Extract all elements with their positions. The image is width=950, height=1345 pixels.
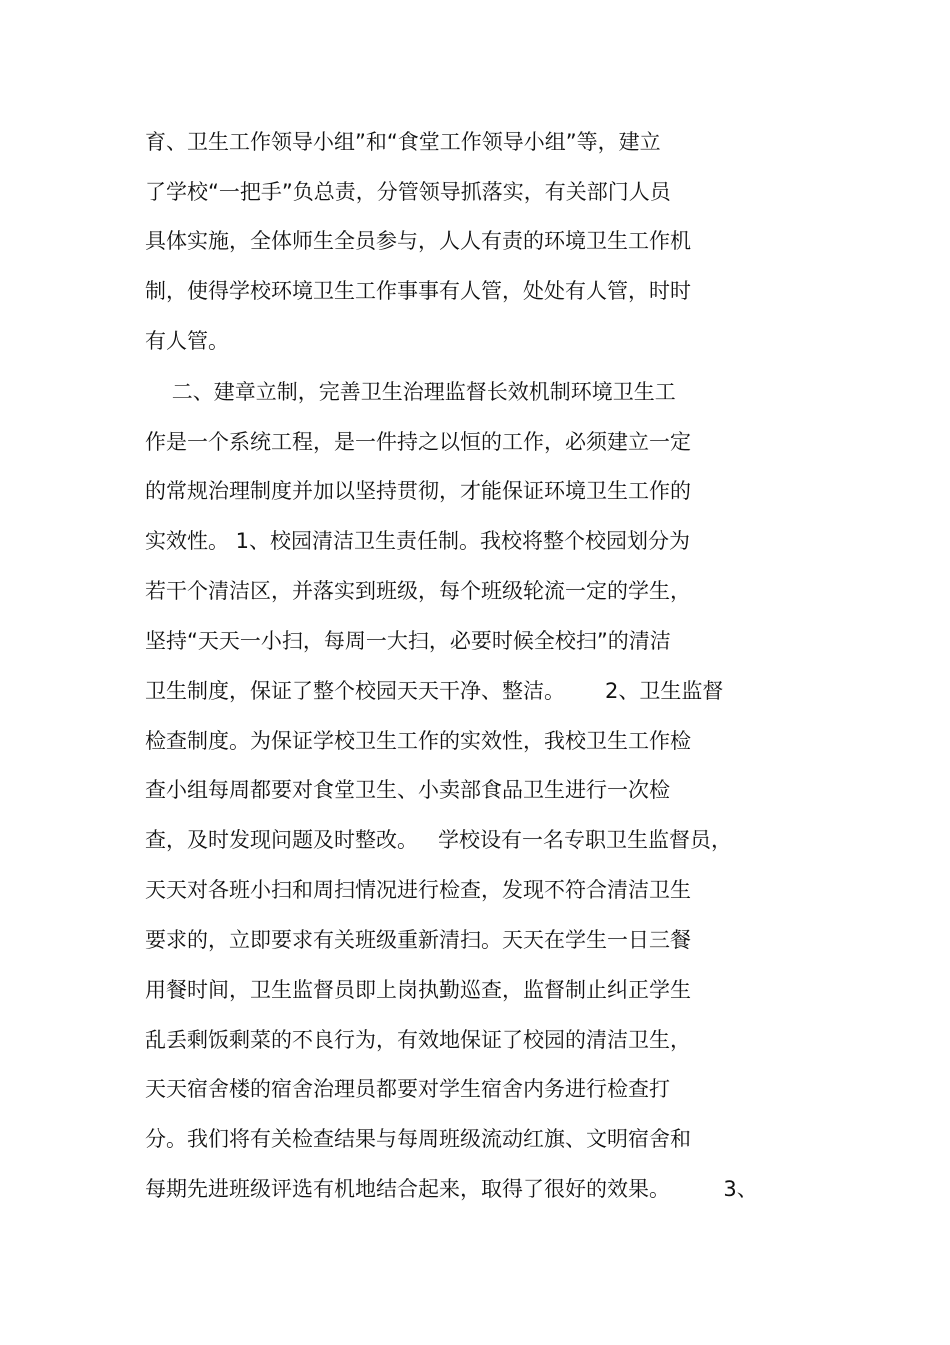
text-line: 用餐时间，卫生监督员即上岗执勤巡查，监督制止纠正学生 — [145, 978, 691, 1002]
text-line: 育、卫生工作领导小组”和“食堂工作领导小组”等，建立 — [145, 130, 661, 154]
text-line: 的常规治理制度并加以坚持贯彻，才能保证环境卫生工作的 — [145, 479, 691, 503]
text-line: 了学校“一把手”负总责，分管领导抓落实，有关部门人员 — [145, 180, 671, 204]
text-line: 天天宿舍楼的宿舍治理员都要对学生宿舍内务进行检查打 — [145, 1077, 670, 1101]
text-line: 查小组每周都要对食堂卫生、小卖部食品卫生进行一次检 — [145, 778, 670, 802]
text-line: 分。我们将有关检查结果与每周班级流动红旗、文明宿舍和 — [145, 1127, 691, 1151]
text-line: 实效性。 1、校园清洁卫生责任制。我校将整个校园划分为 — [145, 529, 691, 553]
text-line: 每期先进班级评选有机地结合起来，取得了很好的效果。 3、 — [145, 1177, 758, 1201]
text-line: 二、建章立制，完善卫生治理监督长效机制环境卫生工 — [145, 380, 676, 404]
text-line: 卫生制度，保证了整个校园天天干净、整洁。 2、卫生监督 — [145, 679, 724, 703]
text-line: 作是一个系统工程，是一件持之以恒的工作，必须建立一定 — [145, 430, 691, 454]
text-line: 查，及时发现问题及时整改。 学校设有一名专职卫生监督员， — [145, 828, 733, 852]
text-line: 有人管。 — [145, 329, 229, 353]
text-line: 天天对各班小扫和周扫情况进行检查，发现不符合清洁卫生 — [145, 878, 691, 902]
text-line: 若干个清洁区，并落实到班级，每个班级轮流一定的学生， — [145, 579, 691, 603]
text-line: 制，使得学校环境卫生工作事事有人管，处处有人管，时时 — [145, 279, 691, 303]
text-line: 坚持“天天一小扫，每周一大扫，必要时候全校扫”的清洁 — [145, 629, 671, 653]
text-line: 检查制度。为保证学校卫生工作的实效性，我校卫生工作检 — [145, 729, 691, 753]
text-line: 具体实施，全体师生全员参与，人人有责的环境卫生工作机 — [145, 229, 691, 253]
text-line: 乱丢剩饭剩菜的不良行为，有效地保证了校园的清洁卫生， — [145, 1028, 691, 1052]
text-line: 要求的，立即要求有关班级重新清扫。天天在学生一日三餐 — [145, 928, 691, 952]
